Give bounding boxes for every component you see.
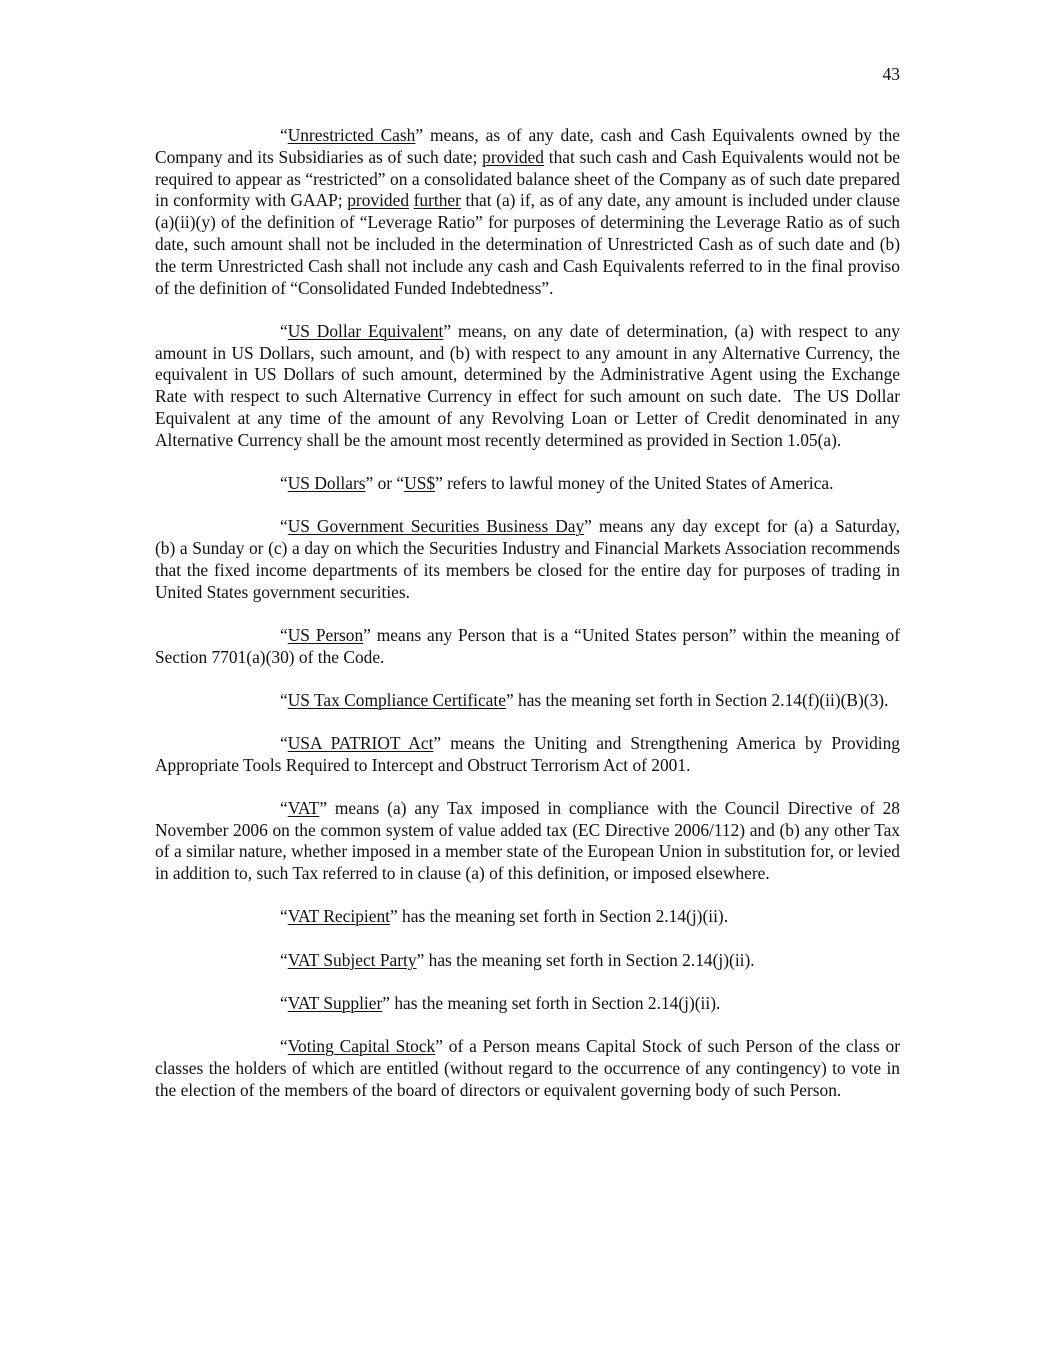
emphasis-provided: provided [482,146,544,167]
defined-term: US Dollar Equivalent [287,320,444,341]
definition-us-tax-compliance-certificate: “US Tax Compliance Certificate” has the meaning set forth in Section 2.14(f)(ii)(B)(3). [280,689,889,710]
defined-term-alias: US$ [404,472,436,493]
defined-term: US Tax Compliance Certificate [287,689,506,710]
definition-vat: “VAT” means (a) any Tax imposed in compliance with the Council Directive of 28 November 2006 on the common system of value added tax (EC Directive 2006/112) and (b) any other Tax of a similar nature, whether imposed in a member state of the European Union in substitution for, or levied in addition to, such Tax referred to in clause (a) of this definition, or imposed elsewhere. [155,797,900,884]
defined-term: USA PATRIOT Act [287,732,434,753]
definition-vat-recipient: “VAT Recipient” has the meaning set forth in Section 2.14(j)(ii). [280,906,729,927]
emphasis-further: further [413,190,461,211]
defined-term: US Government Securities Business Day [287,516,585,537]
defined-term: Voting Capital Stock [287,1036,436,1056]
page-number: 43 [882,64,900,84]
definition-us-dollars: “US Dollars” or “US$” refers to lawful money of the United States of America. [280,472,834,493]
emphasis-provided: provided [347,190,410,211]
definition-us-dollar-equivalent: “US Dollar Equivalent” means, on any date of determination, (a) with respect to any amount in US Dollars, such amount, and (b) with respect to any amount in any Alternative Currency, the equivalent in US Dollars of such amount, determined by the Administrative Agent using the Exchange Rate with respect to such Alternative Currency in effect for such amount on such date. The US Dollar Equivalent at any time of the amount of any Revolving Loan or Letter of Credit denominated in any Alternative Currency shall be the amount most recently determined as provided in Section 1.05(a). [155,320,900,450]
definition-usa-patriot-act: “USA PATRIOT Act” means the Uniting and Strengthening America by Providing Appropriate Tools Required to Intercept and Obstruct Terrorism Act of 2001. [155,732,900,775]
defined-term: Unrestricted Cash [287,125,416,145]
definitions-section [155,125,900,1123]
definition-us-person: “US Person” means any Person that is a “United States person” within the meaning of Section 7701(a)(30) of the Code. [155,624,901,667]
defined-term: VAT [287,797,320,818]
definition-voting-capital-stock: “Voting Capital Stock” of a Person means Capital Stock of such Person of the class or classes the holders of which are entitled (without regard to the occurrence of any contingency) to vote in the election of the members of the board of directors or equivalent governing body of such Person. [155,1036,901,1100]
defined-term: VAT Supplier [287,992,383,1013]
defined-term: VAT Recipient [287,906,390,927]
definition-vat-supplier: “VAT Supplier” has the meaning set forth in Section 2.14(j)(ii). [280,992,721,1013]
definition-vat-subject-party: “VAT Subject Party” has the meaning set forth in Section 2.14(j)(ii). [280,949,755,970]
defined-term: VAT Subject Party [287,949,417,970]
definition-unrestricted-cash: “Unrestricted Cash” means, as of any date, cash and Cash Equivalents owned by the Company and its Subsidiaries as of such date; provided that such cash and Cash Equivalents would not be required to appear as “restricted” on a consolidated balance sheet of the Company as of such date prepared in conformity with GAAP; provided further that (a) if, as of any date, any amount is included under clause (a)(ii)(y) of the definition of “Leverage Ratio” for purposes of determining the Leverage Ratio as of such date, such amount shall not be included in the determination of Unrestricted Cash as of such date and (b) the term Unrestricted Cash shall not include any cash and Cash Equivalents referred to in the final proviso of the definition of “Consolidated Funded Indebtedness”. [155,125,900,298]
definition-us-government-securities-business-day: “US Government Securities Business Day” means any day except for (a) a Saturday, (b) a Sunday or (c) a day on which the Securities Industry and Financial Markets Association recommends that the fixed income departments of its members be closed for the entire day for purposes of trading in United States government securities. [155,516,900,602]
defined-term: US Person [287,624,364,645]
defined-term: US Dollars [287,472,366,493]
